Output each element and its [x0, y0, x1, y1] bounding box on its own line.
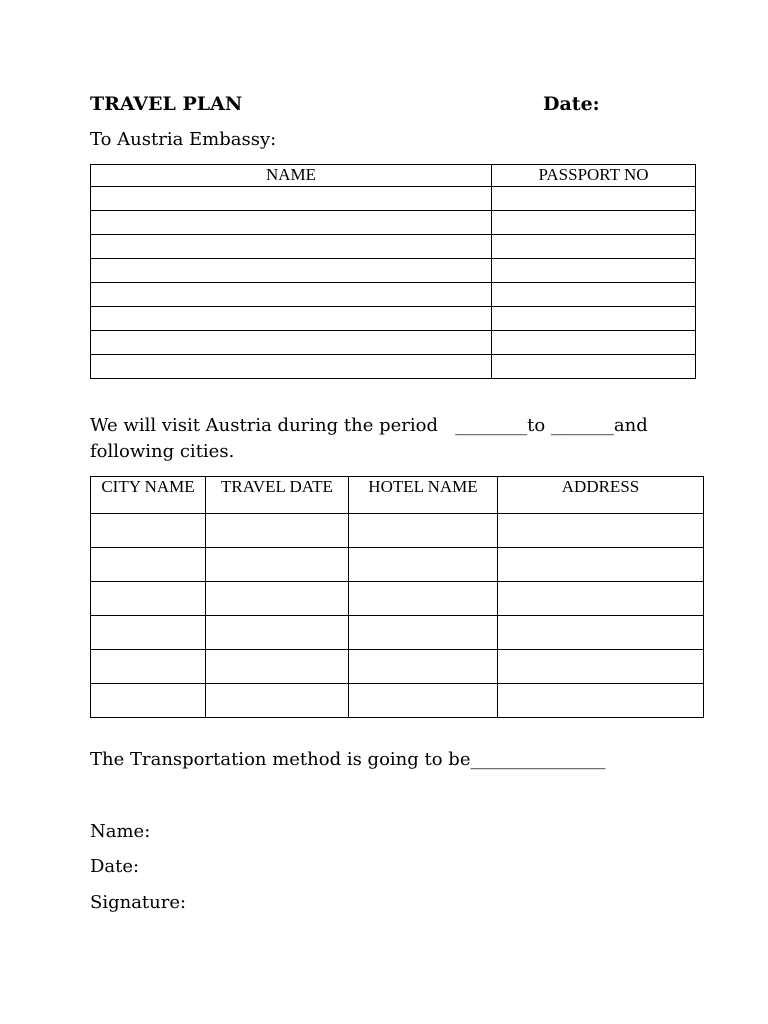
table-header-row	[91, 165, 696, 187]
table-row	[91, 259, 696, 283]
table-cell-name[interactable]	[91, 259, 492, 283]
transportation-line: The Transportation method is going to be_______________	[90, 749, 606, 770]
passenger-table	[90, 164, 696, 379]
table-row	[91, 582, 704, 616]
table-cell-name[interactable]	[91, 355, 492, 379]
travel-period-line-2: following cities.	[90, 441, 235, 462]
column-header-name: NAME	[91, 165, 492, 187]
table-cell-passport-no[interactable]	[492, 307, 696, 331]
table-row	[91, 187, 696, 211]
table-cell-passport-no[interactable]	[492, 355, 696, 379]
signoff-date-label: Date:	[90, 856, 140, 877]
table-cell-hotel-name[interactable]	[349, 684, 498, 718]
travel-period-line: We will visit Austria during the period ________to _______and	[90, 415, 648, 436]
table-cell-name[interactable]	[91, 211, 492, 235]
table-cell-passport-no[interactable]	[492, 187, 696, 211]
table-cell-hotel-name[interactable]	[349, 548, 498, 582]
column-header-address: ADDRESS	[498, 477, 704, 514]
table-cell-name[interactable]	[91, 331, 492, 355]
table-header-row	[91, 477, 704, 514]
table-cell-travel-date[interactable]	[206, 650, 349, 684]
table-cell-name[interactable]	[91, 307, 492, 331]
table-cell-address[interactable]	[498, 684, 704, 718]
table-cell-passport-no[interactable]	[492, 211, 696, 235]
column-header-travel-date: TRAVEL DATE	[206, 477, 349, 514]
column-header-passport-no: PASSPORT NO	[492, 165, 696, 187]
table-cell-hotel-name[interactable]	[349, 650, 498, 684]
table-cell-hotel-name[interactable]	[349, 616, 498, 650]
table-cell-travel-date[interactable]	[206, 684, 349, 718]
table-row	[91, 684, 704, 718]
table-cell-city-name[interactable]	[91, 514, 206, 548]
table-cell-travel-date[interactable]	[206, 548, 349, 582]
table-cell-hotel-name[interactable]	[349, 582, 498, 616]
table-cell-passport-no[interactable]	[492, 283, 696, 307]
column-header-city-name: CITY NAME	[91, 477, 206, 514]
table-cell-hotel-name[interactable]	[349, 514, 498, 548]
table-cell-city-name[interactable]	[91, 616, 206, 650]
table-row	[91, 331, 696, 355]
table-cell-name[interactable]	[91, 283, 492, 307]
table-cell-city-name[interactable]	[91, 684, 206, 718]
table-cell-name[interactable]	[91, 235, 492, 259]
table-cell-city-name[interactable]	[91, 548, 206, 582]
table-cell-travel-date[interactable]	[206, 514, 349, 548]
table-cell-travel-date[interactable]	[206, 616, 349, 650]
table-cell-address[interactable]	[498, 514, 704, 548]
table-row	[91, 650, 704, 684]
table-cell-passport-no[interactable]	[492, 235, 696, 259]
table-cell-passport-no[interactable]	[492, 259, 696, 283]
table-row	[91, 616, 704, 650]
table-row	[91, 307, 696, 331]
table-row	[91, 235, 696, 259]
table-cell-address[interactable]	[498, 548, 704, 582]
table-row	[91, 548, 704, 582]
table-cell-travel-date[interactable]	[206, 582, 349, 616]
signoff-name-label: Name:	[90, 821, 151, 842]
table-row	[91, 283, 696, 307]
table-cell-passport-no[interactable]	[492, 331, 696, 355]
table-cell-name[interactable]	[91, 187, 492, 211]
table-row	[91, 355, 696, 379]
column-header-hotel-name: HOTEL NAME	[349, 477, 498, 514]
cities-table	[90, 476, 704, 718]
table-cell-city-name[interactable]	[91, 582, 206, 616]
table-cell-address[interactable]	[498, 650, 704, 684]
date-label: Date:	[543, 93, 600, 115]
table-cell-address[interactable]	[498, 582, 704, 616]
addressee: To Austria Embassy:	[90, 129, 277, 150]
table-cell-city-name[interactable]	[91, 650, 206, 684]
document-title: TRAVEL PLAN	[90, 93, 243, 115]
table-row	[91, 514, 704, 548]
table-cell-address[interactable]	[498, 616, 704, 650]
table-row	[91, 211, 696, 235]
signoff-signature-label: Signature:	[90, 892, 187, 913]
